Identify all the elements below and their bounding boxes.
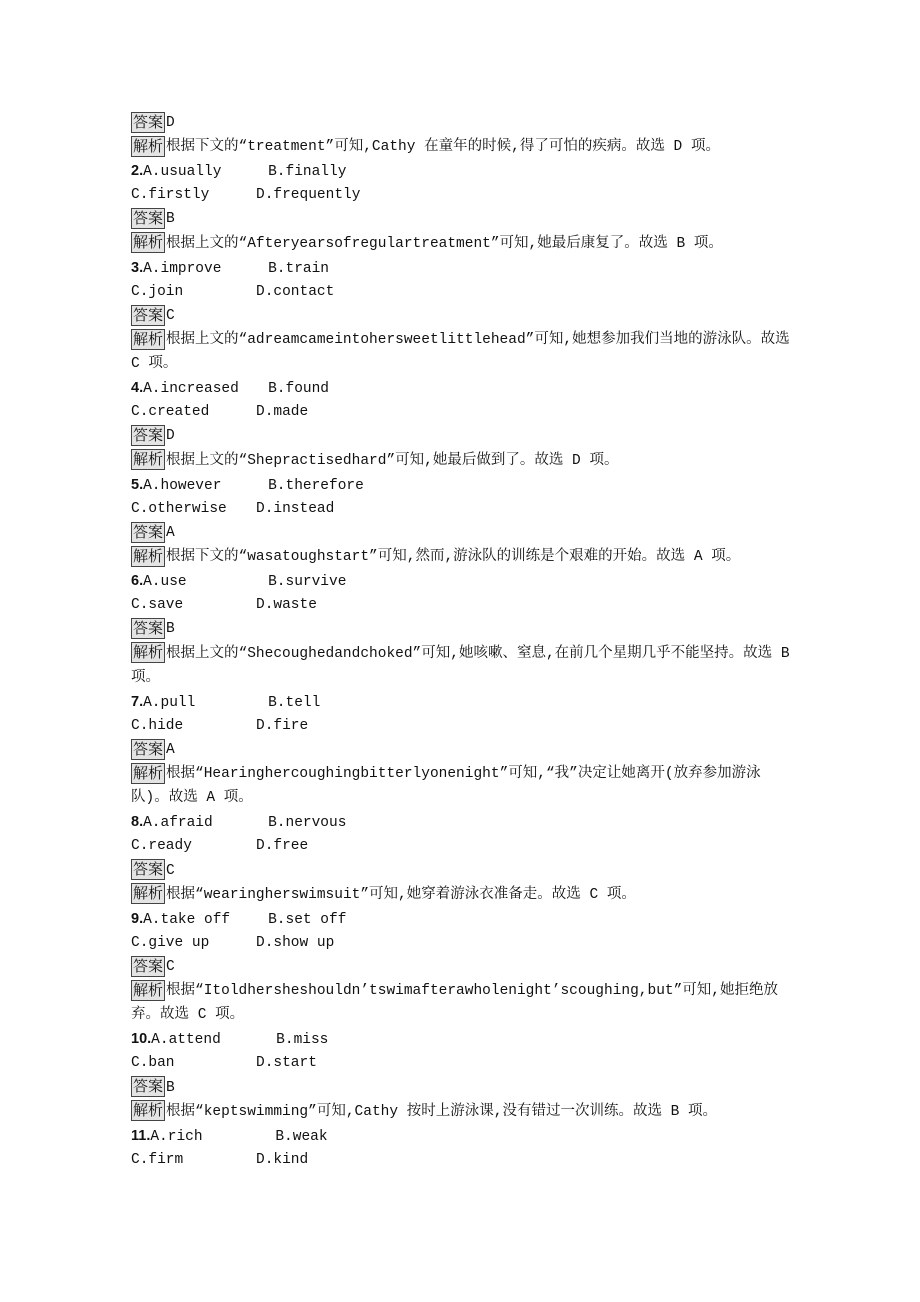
option-0: A.pull (143, 694, 196, 711)
option-2: C.firstly (131, 187, 210, 204)
option-row (131, 376, 796, 400)
analysis-line (131, 449, 796, 473)
option-3: D.show up (256, 934, 335, 951)
option-1: B.therefore (268, 477, 364, 494)
answer-value: A (166, 741, 175, 758)
answer-line (131, 617, 796, 641)
option-3: D.free (256, 838, 309, 855)
answer-value: C (166, 862, 175, 879)
analysis-text: 根据上文的“Afteryearsofregulartreatment”可知,她最后康复了。故选 B 项。 (166, 235, 723, 252)
analysis-label: 解析 (133, 136, 164, 155)
option-0: A.take off (143, 911, 231, 928)
answer-line (131, 1076, 796, 1100)
answer-line (131, 955, 796, 979)
answer-value: D (166, 428, 175, 445)
option-row (131, 593, 796, 617)
analysis-text: 根据上文的“Shepractisedhard”可知,她最后做到了。故选 D 项。 (166, 452, 619, 469)
answer-label: 答案 (133, 522, 164, 541)
answer-value: B (166, 1079, 175, 1096)
answer-document (131, 111, 796, 1172)
option-row (131, 1124, 796, 1148)
analysis-label: 解析 (133, 763, 164, 782)
analysis-text: 根据下文的“wasatoughstart”可知,然而,游泳队的训练是个艰难的开始。故选 A 项。 (166, 549, 741, 566)
question-number: 11. (131, 1127, 151, 1144)
analysis-line (131, 883, 796, 907)
analysis-label: 解析 (133, 980, 164, 999)
analysis-label: 解析 (133, 1101, 164, 1120)
option-1: B.found (268, 381, 330, 398)
analysis-line (131, 979, 796, 1027)
answer-label: 答案 (133, 860, 164, 879)
question-number: 7. (131, 693, 144, 710)
analysis-label: 解析 (133, 884, 164, 903)
answer-line (131, 521, 796, 545)
answer-value: D (166, 115, 175, 131)
option-0: A.attend (151, 1032, 221, 1049)
analysis-line (131, 642, 796, 690)
question-number: 9. (131, 910, 144, 927)
option-2: C.ban (131, 1055, 175, 1072)
option-1: B.miss (276, 1032, 329, 1049)
question-number: 6. (131, 573, 144, 590)
option-row (131, 834, 796, 858)
option-2: C.firm (131, 1151, 184, 1168)
analysis-label: 解析 (133, 643, 164, 662)
option-row (131, 907, 796, 931)
option-row (131, 400, 796, 424)
answer-line (131, 859, 796, 883)
analysis-text: 根据下文的“treatment”可知,Cathy 在童年的时候,得了可怕的疾病。故选 D 项。 (166, 139, 720, 156)
answer-value: C (166, 959, 175, 975)
option-1: B.train (268, 260, 330, 277)
answer-line (131, 738, 796, 762)
option-row (131, 183, 796, 207)
analysis-text: 根据“keptswimming”可知,Cathy 按时上游泳课,没有错过一次训练。故选 B 项。 (166, 1103, 718, 1120)
question-number: 8. (131, 814, 144, 831)
option-0: A.use (143, 574, 187, 591)
option-3: D.frequently (256, 187, 361, 204)
option-2: C.hide (131, 717, 184, 734)
answer-value: B (166, 621, 175, 638)
analysis-text: 根据上文的“Shecoughedandchoked”可知,她咳嗽、窒息,在前几个星期几乎不能坚持。故选 B 项。 (131, 645, 790, 686)
option-0: A.however (143, 477, 222, 494)
analysis-label: 解析 (133, 233, 164, 252)
answer-label: 答案 (133, 1077, 164, 1096)
option-2: C.ready (131, 838, 192, 855)
analysis-text: 根据“Hearinghercoughingbitterlyonenight”可知,“我”决定让她离开(放弃参加游泳队)。故选 A 项。 (131, 766, 761, 807)
option-row (131, 256, 796, 280)
analysis-line (131, 545, 796, 569)
option-0: A.afraid (143, 815, 213, 832)
analysis-line (131, 328, 796, 376)
option-3: D.kind (256, 1151, 309, 1168)
option-3: D.made (256, 404, 309, 421)
option-2: C.give up (131, 934, 210, 951)
analysis-line (131, 135, 796, 159)
question-number: 2. (131, 163, 144, 180)
option-1: B.finally (268, 164, 347, 181)
option-0: A.rich (150, 1128, 203, 1145)
option-2: C.save (131, 597, 184, 614)
option-1: B.set off (268, 911, 347, 928)
analysis-label: 解析 (133, 546, 164, 565)
option-row (131, 473, 796, 497)
option-row (131, 690, 796, 714)
option-2: C.otherwise (131, 500, 227, 517)
answer-label: 答案 (133, 305, 164, 324)
option-row (131, 159, 796, 183)
answer-line (131, 424, 796, 448)
answer-label: 答案 (133, 739, 164, 758)
answer-label: 答案 (133, 956, 164, 975)
option-2: C.join (131, 283, 184, 300)
option-3: D.contact (256, 283, 335, 300)
option-3: D.instead (256, 500, 335, 517)
option-2: C.created (131, 404, 210, 421)
option-row (131, 1051, 796, 1075)
option-0: A.improve (143, 260, 222, 277)
option-1: B.survive (268, 574, 347, 591)
answer-line (131, 111, 796, 135)
answer-label: 答案 (133, 426, 164, 445)
analysis-line (131, 762, 796, 810)
answer-value: B (166, 211, 175, 228)
option-row (131, 810, 796, 834)
option-row (131, 714, 796, 738)
option-row (131, 569, 796, 593)
answer-value: A (166, 524, 175, 541)
analysis-text: 根据“Itoldhersheshouldn’tswimafterawholenight’scoughing,but”可知,她拒绝放弃。故选 C 项。 (131, 983, 778, 1024)
option-row (131, 280, 796, 304)
question-number: 3. (131, 259, 144, 276)
answer-line (131, 304, 796, 328)
option-1: B.tell (268, 694, 321, 711)
option-row (131, 1148, 796, 1172)
question-number: 10. (131, 1031, 152, 1048)
option-3: D.waste (256, 597, 317, 614)
analysis-text: 根据上文的“adreamcameintohersweetlittlehead”可知,她想参加我们当地的游泳队。故选 C 项。 (131, 332, 790, 373)
answer-value: C (166, 307, 175, 324)
option-3: D.fire (256, 717, 309, 734)
option-3: D.start (256, 1055, 317, 1072)
analysis-line (131, 232, 796, 256)
answer-label: 答案 (133, 209, 164, 228)
answer-label: 答案 (133, 112, 164, 131)
analysis-label: 解析 (133, 450, 164, 469)
answer-line (131, 207, 796, 231)
analysis-line (131, 1100, 796, 1124)
answer-label: 答案 (133, 619, 164, 638)
analysis-text: 根据“wearingherswimsuit”可知,她穿着游泳衣准备走。故选 C 项。 (166, 886, 636, 903)
option-row (131, 1027, 796, 1051)
analysis-label: 解析 (133, 329, 164, 348)
option-0: A.increased (143, 381, 239, 398)
question-number: 4. (131, 380, 144, 397)
question-number: 5. (131, 476, 144, 493)
option-row (131, 497, 796, 521)
option-row (131, 931, 796, 955)
option-1: B.nervous (268, 815, 347, 832)
option-0: A.usually (143, 164, 222, 181)
option-1: B.weak (275, 1128, 328, 1145)
